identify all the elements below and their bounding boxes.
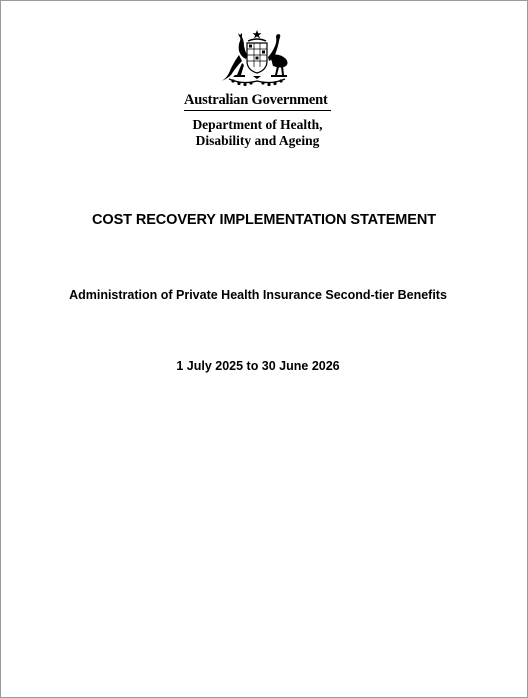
document-period: 1 July 2025 to 30 June 2026 [176,359,340,373]
document-title: COST RECOVERY IMPLEMENTATION STATEMENT [92,212,436,228]
commonwealth-coat-of-arms-icon [215,29,299,89]
government-identifier [184,91,334,149]
department-line-2: Disability and Ageing [195,133,320,148]
department-line-1: Department of Health, [192,117,323,132]
department-name [184,117,331,149]
government-name: Australian Government [184,92,328,108]
document-subtitle: Administration of Private Health Insurance Second-tier Benefits [69,288,447,302]
government-divider [184,110,331,111]
